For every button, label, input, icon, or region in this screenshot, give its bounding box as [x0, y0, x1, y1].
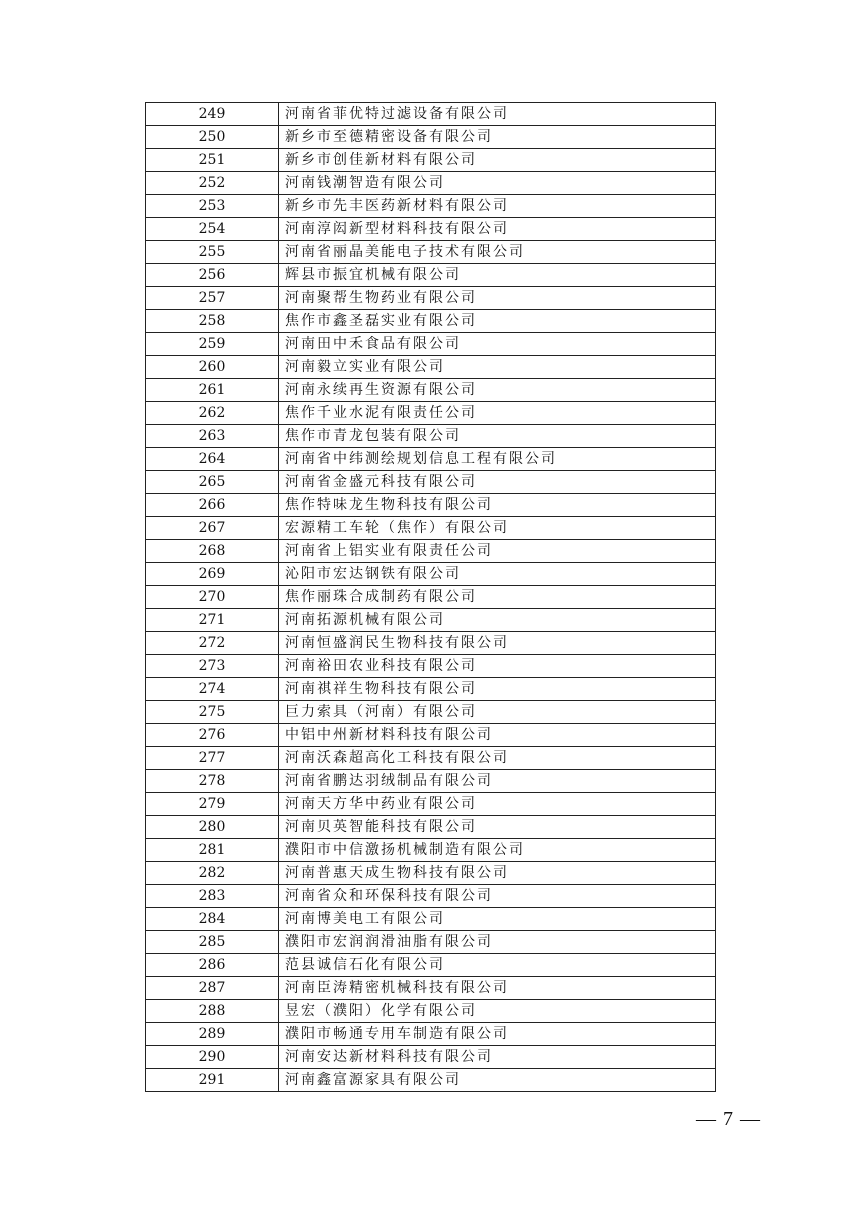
company-name: 河南普惠天成生物科技有限公司 [279, 862, 716, 885]
company-name: 河南毅立实业有限公司 [279, 356, 716, 379]
company-name: 濮阳市中信激扬机械制造有限公司 [279, 839, 716, 862]
row-number: 289 [146, 1023, 279, 1046]
row-number: 287 [146, 977, 279, 1000]
table-row [146, 287, 716, 310]
company-name: 濮阳市宏润润滑油脂有限公司 [279, 931, 716, 954]
table-row [146, 333, 716, 356]
company-name: 河南臣涛精密机械科技有限公司 [279, 977, 716, 1000]
row-number: 265 [146, 471, 279, 494]
row-number: 262 [146, 402, 279, 425]
row-number: 260 [146, 356, 279, 379]
row-number: 284 [146, 908, 279, 931]
row-number: 283 [146, 885, 279, 908]
table-row [146, 195, 716, 218]
table-row [146, 149, 716, 172]
company-name: 河南安达新材料科技有限公司 [279, 1046, 716, 1069]
row-number: 258 [146, 310, 279, 333]
table-row [146, 724, 716, 747]
table-row [146, 862, 716, 885]
company-name: 河南田中禾食品有限公司 [279, 333, 716, 356]
company-name: 河南恒盛润民生物科技有限公司 [279, 632, 716, 655]
row-number: 271 [146, 609, 279, 632]
company-name: 河南淳闳新型材料科技有限公司 [279, 218, 716, 241]
table-row [146, 632, 716, 655]
table-row [146, 218, 716, 241]
company-name: 河南裕田农业科技有限公司 [279, 655, 716, 678]
company-name: 沁阳市宏达钢铁有限公司 [279, 563, 716, 586]
row-number: 285 [146, 931, 279, 954]
row-number: 261 [146, 379, 279, 402]
row-number: 253 [146, 195, 279, 218]
company-name: 河南省丽晶美能电子技术有限公司 [279, 241, 716, 264]
company-name: 新乡市创佳新材料有限公司 [279, 149, 716, 172]
row-number: 252 [146, 172, 279, 195]
company-name: 范县诚信石化有限公司 [279, 954, 716, 977]
table-row [146, 931, 716, 954]
table-row [146, 172, 716, 195]
row-number: 249 [146, 103, 279, 126]
table-row [146, 816, 716, 839]
table-row [146, 448, 716, 471]
row-number: 263 [146, 425, 279, 448]
table-row [146, 1069, 716, 1092]
table-row [146, 701, 716, 724]
row-number: 279 [146, 793, 279, 816]
table-row [146, 908, 716, 931]
company-name: 宏源精工车轮（焦作）有限公司 [279, 517, 716, 540]
table-row [146, 563, 716, 586]
table-row [146, 839, 716, 862]
table-row [146, 954, 716, 977]
company-name: 濮阳市畅通专用车制造有限公司 [279, 1023, 716, 1046]
row-number: 280 [146, 816, 279, 839]
table-row [146, 655, 716, 678]
company-name: 焦作丽珠合成制药有限公司 [279, 586, 716, 609]
row-number: 274 [146, 678, 279, 701]
company-name: 河南省中纬测绘规划信息工程有限公司 [279, 448, 716, 471]
table-row [146, 793, 716, 816]
company-name: 河南省菲优特过滤设备有限公司 [279, 103, 716, 126]
table-row [146, 1046, 716, 1069]
table-row [146, 103, 716, 126]
company-name: 焦作特味龙生物科技有限公司 [279, 494, 716, 517]
company-name: 河南聚帮生物药业有限公司 [279, 287, 716, 310]
row-number: 269 [146, 563, 279, 586]
company-name: 中铝中州新材料科技有限公司 [279, 724, 716, 747]
company-name: 河南省上铝实业有限责任公司 [279, 540, 716, 563]
row-number: 257 [146, 287, 279, 310]
table-row [146, 885, 716, 908]
company-name: 巨力索具（河南）有限公司 [279, 701, 716, 724]
table-row [146, 310, 716, 333]
row-number: 267 [146, 517, 279, 540]
row-number: 266 [146, 494, 279, 517]
table-row [146, 494, 716, 517]
row-number: 259 [146, 333, 279, 356]
row-number: 288 [146, 1000, 279, 1023]
company-name: 昱宏（濮阳）化学有限公司 [279, 1000, 716, 1023]
table-body [146, 103, 716, 1092]
row-number: 286 [146, 954, 279, 977]
company-name: 辉县市振宜机械有限公司 [279, 264, 716, 287]
table-row [146, 1023, 716, 1046]
company-name: 焦作千业水泥有限责任公司 [279, 402, 716, 425]
company-name: 河南祺祥生物科技有限公司 [279, 678, 716, 701]
company-name: 新乡市至德精密设备有限公司 [279, 126, 716, 149]
row-number: 276 [146, 724, 279, 747]
table-row [146, 540, 716, 563]
table-row [146, 678, 716, 701]
company-name: 河南拓源机械有限公司 [279, 609, 716, 632]
company-name: 河南省金盛元科技有限公司 [279, 471, 716, 494]
table-row [146, 402, 716, 425]
row-number: 273 [146, 655, 279, 678]
table-row [146, 425, 716, 448]
page-number: — 7 — [696, 1108, 761, 1130]
row-number: 256 [146, 264, 279, 287]
row-number: 277 [146, 747, 279, 770]
company-list-table [145, 102, 716, 1092]
company-name: 新乡市先丰医药新材料有限公司 [279, 195, 716, 218]
table-row [146, 770, 716, 793]
table-row [146, 586, 716, 609]
company-name: 河南永续再生资源有限公司 [279, 379, 716, 402]
row-number: 275 [146, 701, 279, 724]
row-number: 291 [146, 1069, 279, 1092]
company-name: 河南鑫富源家具有限公司 [279, 1069, 716, 1092]
row-number: 270 [146, 586, 279, 609]
row-number: 281 [146, 839, 279, 862]
company-name: 河南博美电工有限公司 [279, 908, 716, 931]
row-number: 290 [146, 1046, 279, 1069]
company-name: 焦作市青龙包装有限公司 [279, 425, 716, 448]
table-row [146, 264, 716, 287]
table-row [146, 126, 716, 149]
company-name: 河南沃森超高化工科技有限公司 [279, 747, 716, 770]
company-name: 河南省鹏达羽绒制品有限公司 [279, 770, 716, 793]
row-number: 250 [146, 126, 279, 149]
row-number: 264 [146, 448, 279, 471]
row-number: 254 [146, 218, 279, 241]
company-name: 河南天方华中药业有限公司 [279, 793, 716, 816]
company-name: 河南贝英智能科技有限公司 [279, 816, 716, 839]
company-name: 焦作市鑫圣磊实业有限公司 [279, 310, 716, 333]
company-name: 河南钱潮智造有限公司 [279, 172, 716, 195]
company-name: 河南省众和环保科技有限公司 [279, 885, 716, 908]
table-row [146, 747, 716, 770]
table-row [146, 977, 716, 1000]
row-number: 282 [146, 862, 279, 885]
table-row [146, 609, 716, 632]
row-number: 255 [146, 241, 279, 264]
table-row [146, 1000, 716, 1023]
row-number: 251 [146, 149, 279, 172]
table-row [146, 517, 716, 540]
table-row [146, 379, 716, 402]
table-row [146, 356, 716, 379]
table-row [146, 241, 716, 264]
table-row [146, 471, 716, 494]
row-number: 278 [146, 770, 279, 793]
row-number: 272 [146, 632, 279, 655]
row-number: 268 [146, 540, 279, 563]
